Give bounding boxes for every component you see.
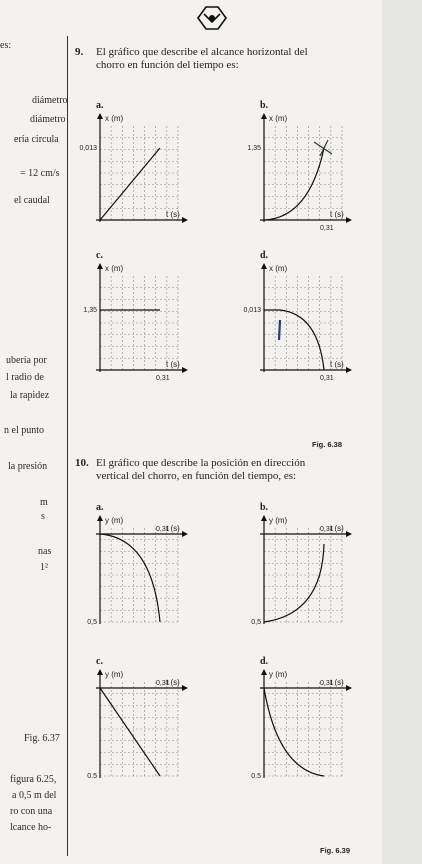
graph-curve bbox=[264, 688, 324, 776]
graph-10b bbox=[234, 514, 364, 636]
y-tick-label: 0.5 bbox=[251, 773, 261, 780]
x-tick-label: 0,31 bbox=[320, 375, 334, 382]
grid bbox=[100, 276, 178, 370]
left-fragment: s bbox=[41, 511, 45, 522]
y-axis-label: x (m) bbox=[269, 114, 288, 123]
graph-10c bbox=[70, 668, 200, 790]
axis-arrow-icon bbox=[346, 531, 352, 537]
grid bbox=[100, 682, 178, 776]
axis-arrow-icon bbox=[261, 113, 267, 119]
question-9-line-1: El gráfico que describe el alcance horizontal del bbox=[96, 46, 308, 58]
graph-curve bbox=[264, 310, 324, 370]
grid bbox=[100, 528, 178, 622]
y-axis-label: y (m) bbox=[269, 670, 288, 679]
figure-6-39-caption: Fig. 6.39 bbox=[320, 846, 351, 855]
axis-arrow-icon bbox=[261, 515, 267, 521]
x-tick-label: 0,31 bbox=[320, 526, 334, 533]
graph-option-label: b. bbox=[260, 502, 269, 513]
axis-arrow-icon bbox=[261, 263, 267, 269]
question-10-line-1: El gráfico que describe la posición en dirección bbox=[96, 457, 306, 469]
grid bbox=[264, 528, 342, 622]
left-fragment: lcance ho- bbox=[10, 822, 52, 833]
graph-9d bbox=[234, 262, 364, 384]
grid bbox=[264, 126, 342, 220]
graph-9b bbox=[234, 112, 364, 234]
left-fragment: l radio de bbox=[6, 372, 44, 383]
y-tick-label: 0.5 bbox=[87, 773, 97, 780]
grid bbox=[264, 276, 342, 370]
right-margin-strip bbox=[382, 0, 422, 864]
question-10-number: 10. bbox=[75, 457, 89, 469]
y-tick-label: 0,5 bbox=[251, 619, 261, 626]
graph-option-label: a. bbox=[96, 502, 104, 513]
graph-9c bbox=[70, 262, 200, 384]
x-tick-label: 0,31 bbox=[156, 526, 170, 533]
left-fragment: a 0,5 m del bbox=[12, 790, 57, 801]
axis-arrow-icon bbox=[97, 515, 103, 521]
axis-arrow-icon bbox=[182, 367, 188, 373]
axis-arrow-icon bbox=[182, 531, 188, 537]
axis-arrow-icon bbox=[261, 669, 267, 675]
column-divider bbox=[67, 36, 68, 856]
question-10-line-2: vertical del chorro, en función del tiempo, es: bbox=[96, 470, 297, 482]
x-axis-label: t (s) bbox=[330, 210, 344, 219]
graph-10a bbox=[70, 514, 200, 636]
x-axis-label: t (s) bbox=[166, 524, 180, 533]
question-9-line-2: chorro en función del tiempo es: bbox=[96, 59, 239, 71]
x-tick-label: 0,31 bbox=[320, 680, 334, 687]
x-axis-label: t (s) bbox=[330, 360, 344, 369]
graph-option-label: d. bbox=[260, 656, 269, 667]
x-tick-label: 0,31 bbox=[320, 225, 334, 232]
graph-option-label: c. bbox=[96, 250, 103, 261]
graph-option-label: a. bbox=[96, 100, 104, 111]
graph-curve bbox=[264, 148, 324, 220]
left-fragment: el caudal bbox=[14, 195, 50, 206]
x-axis-label: t (s) bbox=[330, 524, 344, 533]
y-tick-label: 0,5 bbox=[87, 619, 97, 626]
y-tick-label: 0,013 bbox=[243, 307, 261, 314]
left-fragment: figura 6.25, bbox=[10, 774, 57, 785]
graph-9a bbox=[70, 112, 200, 234]
axis-arrow-icon bbox=[182, 217, 188, 223]
y-tick-label: 1,35 bbox=[83, 307, 97, 314]
left-fragment: la presión bbox=[8, 461, 48, 472]
left-fragment: Fig. 6.37 bbox=[24, 733, 60, 744]
y-axis-label: x (m) bbox=[105, 114, 124, 123]
x-axis-label: t (s) bbox=[166, 678, 180, 687]
y-axis-label: y (m) bbox=[105, 516, 124, 525]
chapter-emblem-icon bbox=[196, 4, 228, 32]
left-fragment: 1² bbox=[40, 562, 48, 573]
x-tick-label: 0,31 bbox=[156, 375, 170, 382]
left-fragment: es: bbox=[0, 40, 12, 51]
axis-arrow-icon bbox=[346, 367, 352, 373]
x-axis-label: t (s) bbox=[330, 678, 344, 687]
left-fragment: ro con una bbox=[10, 806, 53, 817]
left-fragment: diámetro bbox=[32, 95, 68, 106]
graph-option-label: c. bbox=[96, 656, 103, 667]
graph-curve bbox=[100, 688, 160, 776]
axis-arrow-icon bbox=[346, 685, 352, 691]
graph-option-label: b. bbox=[260, 100, 269, 111]
graph-10d bbox=[234, 668, 364, 790]
y-tick-label: 1,35 bbox=[247, 145, 261, 152]
question-9-number: 9. bbox=[75, 46, 84, 58]
y-axis-label: y (m) bbox=[105, 670, 124, 679]
grid bbox=[264, 682, 342, 776]
graph-curve bbox=[100, 534, 160, 622]
graph-option-label: d. bbox=[260, 250, 269, 261]
left-fragment: nas bbox=[38, 546, 52, 557]
left-fragment: m bbox=[40, 497, 48, 508]
y-axis-label: y (m) bbox=[269, 516, 288, 525]
y-axis-label: x (m) bbox=[269, 264, 288, 273]
left-fragment: ubería por bbox=[6, 355, 47, 366]
pen-mark bbox=[279, 320, 280, 340]
axis-arrow-icon bbox=[97, 113, 103, 119]
left-fragment: n el punto bbox=[4, 425, 44, 436]
left-fragment: diámetro bbox=[30, 114, 66, 125]
left-fragment: ería circula bbox=[14, 134, 59, 145]
axis-arrow-icon bbox=[97, 669, 103, 675]
x-tick-label: 0,31 bbox=[156, 680, 170, 687]
axis-arrow-icon bbox=[346, 217, 352, 223]
graph-curve bbox=[100, 148, 160, 220]
figure-6-38-caption: Fig. 6.38 bbox=[312, 440, 343, 449]
x-axis-label: t (s) bbox=[166, 210, 180, 219]
left-fragment: = 12 cm/s bbox=[20, 168, 60, 179]
axis-arrow-icon bbox=[182, 685, 188, 691]
y-axis-label: x (m) bbox=[105, 264, 124, 273]
x-axis-label: t (s) bbox=[166, 360, 180, 369]
y-tick-label: 0,013 bbox=[79, 145, 97, 152]
axis-arrow-icon bbox=[97, 263, 103, 269]
left-fragment: la rapidez bbox=[10, 390, 50, 401]
